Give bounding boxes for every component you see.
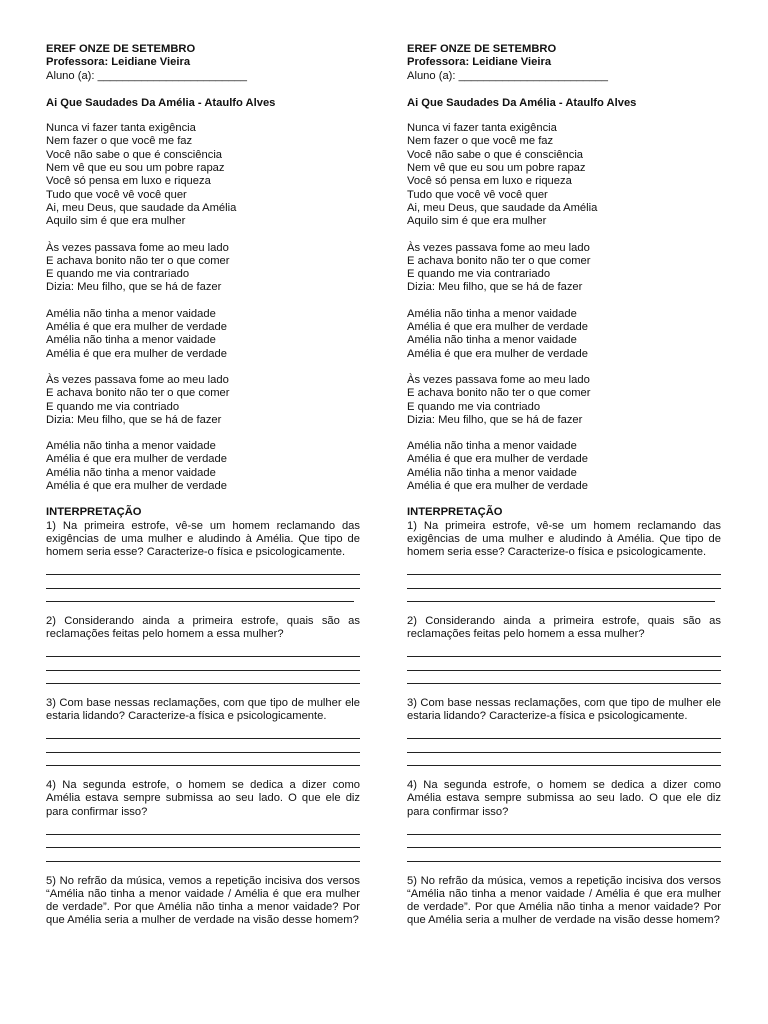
answer-line[interactable] xyxy=(407,575,721,589)
stanza xyxy=(407,242,721,295)
answer-lines xyxy=(407,726,721,767)
answer-line[interactable] xyxy=(407,835,721,849)
lyric-line: Amélia não tinha a menor vaidade xyxy=(407,334,577,347)
answer-line[interactable] xyxy=(407,644,721,658)
lyric-line: Dizia: Meu filho, que se há de fazer xyxy=(46,413,222,426)
stanza xyxy=(407,308,721,361)
question-3: 3) Com base nessas reclamações, com que tipo de mulher ele estaria lidando? Caracterize-a física e psicologicamente. xyxy=(46,697,360,723)
lyric-line: Nunca vi fazer tanta exigência xyxy=(407,122,557,135)
lyric-line: Amélia é que era mulher de verdade xyxy=(407,453,588,466)
answer-lines xyxy=(46,562,360,603)
answer-line[interactable] xyxy=(407,848,721,862)
lyric-line: Às vezes passava fome ao meu lado xyxy=(407,241,590,254)
lyric-line: Amélia é que era mulher de verdade xyxy=(407,480,588,493)
answer-line[interactable] xyxy=(407,657,721,671)
lyric-line: Aquilo sim é que era mulher xyxy=(407,215,547,228)
answer-line[interactable] xyxy=(407,726,721,740)
interpretation-heading: INTERPRETAÇÃO xyxy=(46,506,142,519)
lyric-line: Amélia não tinha a menor vaidade xyxy=(46,307,216,320)
worksheet-copy-left xyxy=(46,43,360,928)
lyric-line: Ai, meu Deus, que saudade da Amélia xyxy=(46,201,237,214)
lyric-line: Ai, meu Deus, que saudade da Amélia xyxy=(407,201,598,214)
lyric-line: E quando me via contriado xyxy=(46,400,180,413)
answer-line[interactable] xyxy=(46,657,360,671)
answer-line[interactable] xyxy=(46,575,360,589)
lyric-line: Dizia: Meu filho, que se há de fazer xyxy=(46,281,222,294)
lyric-line: Você só pensa em luxo e riqueza xyxy=(407,175,572,188)
question-1: 1) Na primeira estrofe, vê-se um homem reclamando das exigências de uma mulher e aludindo à Amélia. Que tipo de homem seria esse? Caracterize-o física e psicologicamente. xyxy=(407,519,721,559)
stanza xyxy=(407,374,721,427)
lyric-line: Amélia não tinha a menor vaidade xyxy=(407,466,577,479)
lyric-line: Você não sabe o que é consciência xyxy=(407,148,584,161)
student-name-field: Aluno (a): ________________________ xyxy=(407,69,608,82)
answer-line[interactable] xyxy=(407,753,721,767)
question-4: 4) Na segunda estrofe, o homem se dedica a dizer como Amélia estava sempre submissa ao seu lado. O que ele diz para confirmar isso? xyxy=(407,779,721,818)
answer-line[interactable] xyxy=(407,821,721,835)
answer-line[interactable] xyxy=(407,671,721,685)
answer-line[interactable] xyxy=(46,821,360,835)
lyric-line: Amélia não tinha a menor vaidade xyxy=(407,440,577,453)
lyric-line: Amélia é que era mulher de verdade xyxy=(46,480,227,493)
stanza xyxy=(46,374,360,427)
lyric-line: Nem vê que eu sou um pobre rapaz xyxy=(407,162,586,175)
answer-line[interactable] xyxy=(46,848,360,862)
lyric-line: Às vezes passava fome ao meu lado xyxy=(46,373,229,386)
lyric-line: Amélia é que era mulher de verdade xyxy=(46,347,227,360)
question-2: 2) Considerando ainda a primeira estrofe, quais são as reclamações feitas pelo homem a essa mulher? xyxy=(407,615,721,641)
lyric-line: Você só pensa em luxo e riqueza xyxy=(46,175,211,188)
answer-line[interactable] xyxy=(46,589,354,603)
answer-line[interactable] xyxy=(46,753,360,767)
answer-lines xyxy=(46,821,360,862)
lyric-line: Amélia não tinha a menor vaidade xyxy=(407,307,577,320)
answer-line[interactable] xyxy=(407,739,721,753)
lyric-line: Nem fazer o que você me faz xyxy=(407,135,554,148)
lyric-line: Dizia: Meu filho, que se há de fazer xyxy=(407,281,583,294)
lyric-line: Tudo que você vê você quer xyxy=(46,188,187,201)
answer-line[interactable] xyxy=(46,835,360,849)
question-5: 5) No refrão da música, vemos a repetição incisiva dos versos “Amélia não tinha a menor vaidade / Amélia é que era mulher de verdade”. Por que Amélia não tinha a menor vaidade? Por que Amélia seria a mulher de verdade na visão desse homem? xyxy=(407,874,721,927)
lyric-line: Amélia é que era mulher de verdade xyxy=(407,347,588,360)
answer-line[interactable] xyxy=(46,739,360,753)
question-3: 3) Com base nessas reclamações, com que tipo de mulher ele estaria lidando? Caracterize-a física e psicologicamente. xyxy=(407,697,721,723)
lyric-line: Você não sabe o que é consciência xyxy=(46,148,223,161)
answer-lines xyxy=(407,821,721,862)
stanza xyxy=(46,122,360,228)
question-2: 2) Considerando ainda a primeira estrofe, quais são as reclamações feitas pelo homem a essa mulher? xyxy=(46,615,360,641)
song-title: Ai Que Saudades Da Amélia - Ataulfo Alves xyxy=(46,96,276,109)
stanza xyxy=(46,440,360,493)
lyrics xyxy=(46,122,360,493)
lyric-line: Amélia não tinha a menor vaidade xyxy=(46,466,216,479)
school-name: EREF ONZE DE SETEMBRO xyxy=(407,43,557,55)
question-5: 5) No refrão da música, vemos a repetição incisiva dos versos “Amélia não tinha a menor vaidade / Amélia é que era mulher de verdade”. Por que Amélia não tinha a menor vaidade? Por que Amélia seria a mulher de verdade na visão desse homem? xyxy=(46,874,360,927)
stanza xyxy=(46,308,360,361)
stanza xyxy=(46,242,360,295)
lyric-line: Às vezes passava fome ao meu lado xyxy=(407,373,590,386)
lyric-line: Às vezes passava fome ao meu lado xyxy=(46,241,229,254)
lyric-line: Aquilo sim é que era mulher xyxy=(46,215,186,228)
lyric-line: E achava bonito não ter o que comer xyxy=(46,387,230,400)
song-title: Ai Que Saudades Da Amélia - Ataulfo Alves xyxy=(407,96,637,109)
question-4: 4) Na segunda estrofe, o homem se dedica a dizer como Amélia estava sempre submissa ao seu lado. O que ele diz para confirmar isso? xyxy=(46,779,360,818)
interpretation-heading: INTERPRETAÇÃO xyxy=(407,506,503,519)
lyric-line: E quando me via contrariado xyxy=(46,268,190,281)
answer-line[interactable] xyxy=(46,726,360,740)
answer-lines xyxy=(407,562,721,603)
lyric-line: Tudo que você vê você quer xyxy=(407,188,548,201)
teacher-name: Professora: Leidiane Vieira xyxy=(407,56,552,69)
worksheet-copy-right xyxy=(407,43,721,928)
lyric-line: Amélia é que era mulher de verdade xyxy=(46,321,227,334)
lyrics xyxy=(407,122,721,493)
lyric-line: Amélia é que era mulher de verdade xyxy=(46,453,227,466)
lyric-line: E achava bonito não ter o que comer xyxy=(407,254,591,267)
lyric-line: Amélia não tinha a menor vaidade xyxy=(46,334,216,347)
school-name: EREF ONZE DE SETEMBRO xyxy=(46,43,196,55)
stanza xyxy=(407,440,721,493)
lyric-line: E achava bonito não ter o que comer xyxy=(407,387,591,400)
lyric-line: Amélia é que era mulher de verdade xyxy=(407,321,588,334)
question-1: 1) Na primeira estrofe, vê-se um homem reclamando das exigências de uma mulher e aludindo à Amélia. Que tipo de homem seria esse? Caracterize-o física e psicologicamente. xyxy=(46,519,360,559)
lyric-line: E achava bonito não ter o que comer xyxy=(46,254,230,267)
lyric-line: Nem fazer o que você me faz xyxy=(46,135,193,148)
answer-line[interactable] xyxy=(46,644,360,658)
answer-line[interactable] xyxy=(46,562,360,576)
lyric-line: Nem vê que eu sou um pobre rapaz xyxy=(46,162,225,175)
stanza xyxy=(407,122,721,228)
answer-line[interactable] xyxy=(407,562,721,576)
answer-line[interactable] xyxy=(46,671,360,685)
answer-lines xyxy=(46,644,360,685)
lyric-line: Dizia: Meu filho, que se há de fazer xyxy=(407,413,583,426)
teacher-name: Professora: Leidiane Vieira xyxy=(46,56,191,69)
lyric-line: Amélia não tinha a menor vaidade xyxy=(46,440,216,453)
lyric-line: E quando me via contriado xyxy=(407,400,541,413)
student-name-field: Aluno (a): ________________________ xyxy=(46,69,247,82)
answer-line[interactable] xyxy=(407,589,715,603)
lyric-line: Nunca vi fazer tanta exigência xyxy=(46,122,196,135)
lyric-line: E quando me via contrariado xyxy=(407,268,551,281)
answer-lines xyxy=(407,644,721,685)
answer-lines xyxy=(46,726,360,767)
